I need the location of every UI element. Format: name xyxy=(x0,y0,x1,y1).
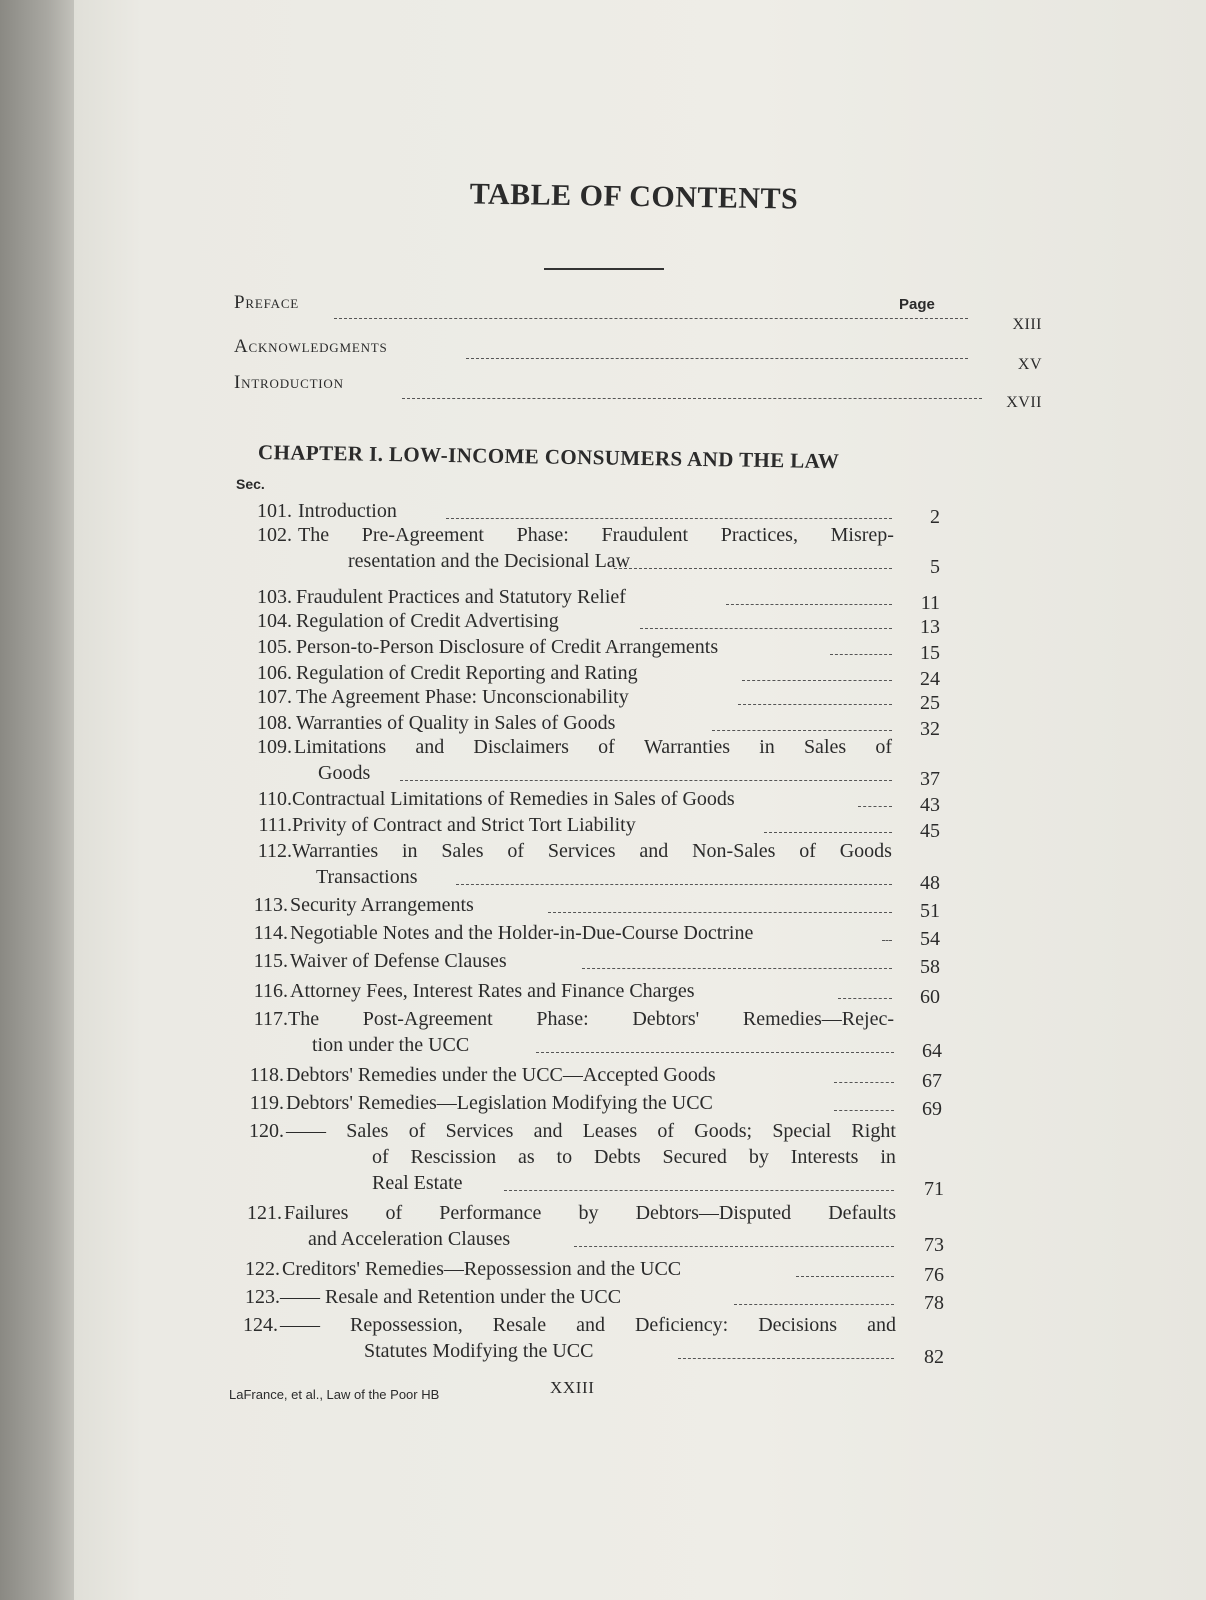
footer-page-number: XXIII xyxy=(550,1378,595,1397)
page-content xyxy=(74,0,1206,1600)
toc-entries xyxy=(74,0,1206,1600)
section-title-line: Goods xyxy=(318,762,371,784)
section-title-line: Negotiable Notes and the Holder-in-Due-Course Doctrine xyxy=(290,922,754,944)
section-number: 107. xyxy=(257,686,292,708)
section-title-line: resentation and the Decisional Law xyxy=(348,550,631,572)
dot-leader xyxy=(742,680,892,681)
front-matter-label: Preface xyxy=(234,292,300,313)
section-number: 108. xyxy=(257,712,292,734)
page-number: 76 xyxy=(924,1264,944,1286)
section-number: 117. xyxy=(253,1008,288,1030)
page-number: 24 xyxy=(920,668,940,690)
dot-leader xyxy=(834,1082,894,1083)
section-title-line: Transactions xyxy=(316,866,418,888)
section-number: 115. xyxy=(253,950,288,972)
page-number: 60 xyxy=(920,986,940,1008)
page-number: 5 xyxy=(930,556,940,578)
page-number: 15 xyxy=(920,642,940,664)
section-title-line: tion under the UCC xyxy=(312,1034,470,1056)
section-number: 105. xyxy=(257,636,292,658)
page-number: 13 xyxy=(920,616,940,638)
dot-leader xyxy=(796,1276,894,1277)
chapter-heading: CHAPTER I. LOW-INCOME CONSUMERS AND THE LAW xyxy=(257,440,840,474)
section-title-line: Fraudulent Practices and Statutory Relief xyxy=(296,586,626,608)
section-title-line: Creditors' Remedies—Repossession and the UCC xyxy=(282,1258,682,1280)
page-number: 58 xyxy=(920,956,940,978)
dot-leader xyxy=(446,518,892,519)
page-number: 69 xyxy=(922,1098,942,1120)
dot-leader xyxy=(456,884,892,885)
page-number: 2 xyxy=(930,506,940,528)
section-title-line: and Acceleration Clauses xyxy=(308,1228,511,1250)
page-title: TABLE OF CONTENTS xyxy=(469,177,799,216)
dot-leader xyxy=(678,1358,894,1359)
section-title-line: Security Arrangements xyxy=(290,894,474,916)
section-number: 118. xyxy=(249,1064,284,1086)
section-number: 103. xyxy=(257,586,292,608)
section-title-line: Statutes Modifying the UCC xyxy=(364,1340,594,1362)
section-title-line: —— Sales of Services and Leases of Goods; Special Right xyxy=(286,1120,896,1142)
section-title-line: Failures of Performance by Debtors—Disputed Defaults xyxy=(284,1202,896,1224)
section-number: 116. xyxy=(253,980,288,1002)
section-title-line: Regulation of Credit Advertising xyxy=(296,610,559,632)
section-title-line: Regulation of Credit Reporting and Rating xyxy=(296,662,638,684)
dot-leader xyxy=(640,628,892,629)
page-number: 71 xyxy=(924,1178,944,1200)
dot-leader xyxy=(882,940,892,941)
section-title-line: Warranties in Sales of Services and Non-Sales of Goods xyxy=(292,840,892,862)
section-title-line: Attorney Fees, Interest Rates and Finance Charges xyxy=(290,980,695,1002)
section-number: 106. xyxy=(257,662,292,684)
page-number: 25 xyxy=(920,692,940,714)
page-number: 43 xyxy=(920,794,940,816)
book-page xyxy=(74,0,1206,1600)
section-title-line: of Rescission as to Debts Secured by Interests in xyxy=(372,1146,896,1168)
section-title-line: Debtors' Remedies—Legislation Modifying the UCC xyxy=(286,1092,713,1114)
page-number: 51 xyxy=(920,900,940,922)
section-number: 111. xyxy=(258,814,292,836)
section-number: 120. xyxy=(249,1120,284,1142)
section-title-line: Contractual Limitations of Remedies in Sales of Goods xyxy=(292,788,735,810)
dot-leader xyxy=(734,1304,894,1305)
book-spine-shadow xyxy=(0,0,80,1600)
section-number: 114. xyxy=(253,922,288,944)
page-number: 67 xyxy=(922,1070,942,1092)
dot-leader xyxy=(738,704,892,705)
section-title-line: Waiver of Defense Clauses xyxy=(290,950,507,972)
section-number: 124. xyxy=(243,1314,278,1336)
section-title-line: Introduction xyxy=(298,500,397,522)
page-number: 82 xyxy=(924,1346,944,1368)
section-column-header: Sec. xyxy=(236,476,265,492)
dot-leader xyxy=(858,806,892,807)
section-title-line: Person-to-Person Disclosure of Credit Arrangements xyxy=(296,636,719,658)
front-matter-label: Introduction xyxy=(234,372,344,393)
page-number: 45 xyxy=(920,820,940,842)
dot-leader xyxy=(838,998,892,999)
dot-leader xyxy=(834,1110,894,1111)
section-title-line: The Pre-Agreement Phase: Fraudulent Practices, Misrep- xyxy=(298,524,894,546)
front-matter-label: Acknowledgments xyxy=(234,336,388,357)
section-title-line: The Post-Agreement Phase: Debtors' Remedies—Rejec- xyxy=(288,1008,894,1030)
section-number: 113. xyxy=(253,894,288,916)
page-number: 32 xyxy=(920,718,940,740)
section-number: 123. xyxy=(245,1286,280,1308)
page-number: 11 xyxy=(920,592,940,614)
dot-leader xyxy=(574,1246,894,1247)
page-number: 64 xyxy=(922,1040,942,1062)
dot-leader xyxy=(614,568,892,569)
dot-leader xyxy=(536,1052,894,1053)
dot-leader xyxy=(712,730,892,731)
dot-leader xyxy=(764,832,892,833)
section-title-line: Privity of Contract and Strict Tort Liability xyxy=(292,814,636,836)
footer-citation: LaFrance, et al., Law of the Poor HB xyxy=(229,1387,440,1402)
section-number: 101. xyxy=(257,500,292,522)
section-title-line: Limitations and Disclaimers of Warranties in Sales of xyxy=(294,736,892,758)
section-number: 121. xyxy=(247,1202,282,1224)
section-number: 119. xyxy=(249,1092,284,1114)
section-title-line: Warranties of Quality in Sales of Goods xyxy=(296,712,616,734)
page-number: 48 xyxy=(920,872,940,894)
dot-leader xyxy=(504,1190,894,1191)
front-matter-page: XIII xyxy=(1012,316,1042,333)
front-matter-page: XV xyxy=(1017,356,1042,373)
dot-leader xyxy=(582,968,892,969)
section-number: 102. xyxy=(257,524,292,546)
page-number: 73 xyxy=(924,1234,944,1256)
section-title-line: Debtors' Remedies under the UCC—Accepted Goods xyxy=(286,1064,716,1086)
section-title-line: —— Resale and Retention under the UCC xyxy=(280,1286,622,1308)
page-number: 54 xyxy=(920,928,940,950)
section-number: 104. xyxy=(257,610,292,632)
section-number: 110. xyxy=(257,788,292,810)
page-column-header: Page xyxy=(899,296,935,313)
section-title-line: The Agreement Phase: Unconscionability xyxy=(296,686,629,708)
section-number: 109. xyxy=(257,736,292,758)
dot-leader xyxy=(400,780,892,781)
section-title-line: Real Estate xyxy=(372,1172,463,1194)
dot-leader xyxy=(830,654,892,655)
front-matter-page: XVII xyxy=(1006,394,1042,411)
page-number: 78 xyxy=(924,1292,944,1314)
section-title-line: —— Repossession, Resale and Deficiency: Decisions and xyxy=(280,1314,896,1336)
section-number: 122. xyxy=(245,1258,280,1280)
page-number: 37 xyxy=(920,768,940,790)
dot-leader xyxy=(726,604,892,605)
dot-leader xyxy=(548,912,892,913)
section-number: 112. xyxy=(257,840,292,862)
